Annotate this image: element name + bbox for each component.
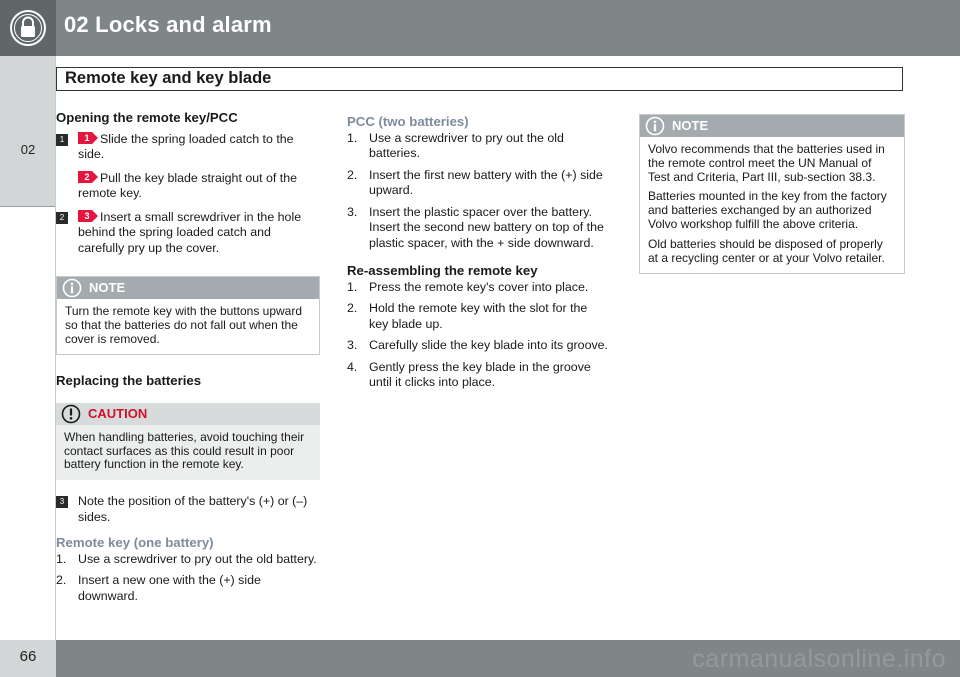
- info-icon: [645, 116, 665, 136]
- caution-body: When handling batteries, avoid touching their contact surfaces as this could result in poor battery function in the remote key.: [64, 429, 305, 472]
- step-1b: [56, 171, 320, 202]
- reassembling-heading: Re-assembling the remote key: [347, 263, 538, 278]
- list-item: 1. Use a screwdriver to pry out the old battery.: [56, 551, 317, 566]
- note-title: NOTE: [89, 280, 126, 295]
- padlock-icon: [9, 9, 47, 47]
- note-box: [56, 276, 320, 355]
- list-item: 3. Insert the plastic spacer over the battery. Insert the second new battery on top of the plastic spacer, with the + side downward.: [347, 204, 604, 250]
- one-battery-heading: Remote key (one battery): [56, 535, 214, 551]
- step-badge: 3: [56, 496, 68, 508]
- column-right: [639, 114, 905, 274]
- note-paragraph: Volvo recommends that the batteries used in the remote control meet the UN Manual of Test and Criteria, Part III, sub-section 38.3.: [648, 142, 885, 184]
- list-item: 2. Insert a new one with the (+) side downward.: [56, 573, 261, 603]
- pcc-list: [347, 131, 609, 252]
- column-middle: [347, 110, 609, 397]
- page-number: 66: [19, 648, 37, 665]
- column-left: [56, 110, 320, 610]
- list-item: 3. Carefully slide the key blade into its groove.: [347, 338, 608, 352]
- caution-box: [56, 403, 320, 480]
- list-item: 2. Insert the first new battery with the (+) side upward.: [347, 167, 603, 197]
- step-text: Pull the key blade straight out of the remote key.: [78, 170, 297, 200]
- note-box: [639, 114, 905, 274]
- section-title: Remote key and key blade: [65, 69, 272, 87]
- note-paragraph: Batteries mounted in the key from the factory and batteries exchanged by an authorized Volvo workshop fulfill the above criteria.: [648, 189, 887, 231]
- note-header: [640, 115, 904, 137]
- list-item: 1. Use a screwdriver to pry out the old batteries.: [347, 130, 564, 160]
- replacing-heading: Replacing the batteries: [56, 373, 202, 389]
- list-item: 1. Press the remote key's cover into place.: [347, 279, 589, 294]
- list-item: 4. Gently press the key blade in the groove until it clicks into place.: [347, 359, 591, 389]
- callout-arrow-icon: 1: [78, 132, 98, 144]
- warning-icon: [61, 404, 81, 424]
- note-body: [640, 137, 904, 273]
- chapter-tab: [0, 56, 56, 206]
- step-1: [56, 132, 320, 163]
- note-body: Turn the remote key with the buttons upward so that the batteries do not fall out when the cover is removed.: [65, 304, 303, 346]
- callout-arrow-icon: 3: [78, 210, 98, 222]
- note-header: [57, 277, 319, 299]
- chapter-number: 02: [20, 142, 36, 157]
- note-title: NOTE: [672, 118, 709, 133]
- opening-heading: Opening the remote key/PCC: [56, 110, 238, 125]
- step-3: [56, 494, 320, 525]
- pcc-heading: PCC (two batteries): [347, 114, 469, 129]
- caution-header: [56, 403, 320, 425]
- step-text: Note the position of the battery's (+) or (–) sides.: [78, 494, 308, 524]
- step-text: Slide the spring loaded catch to the side.: [78, 131, 294, 161]
- step-text: Insert a small screwdriver in the hole behind the spring loaded catch and carefully pry up the cover.: [78, 209, 302, 255]
- reassembling-list: [347, 280, 609, 391]
- one-battery-list: [56, 552, 320, 605]
- section-bar: [56, 67, 903, 91]
- chapter-title: 02 Locks and alarm: [64, 12, 272, 37]
- note-paragraph: Old batteries should be disposed of properly at a recycling center or at your Volvo retailer.: [648, 236, 885, 265]
- caution-title: CAUTION: [88, 405, 148, 421]
- chapter-tab-divider: [0, 206, 56, 207]
- watermark: carmanualsonline.info: [692, 645, 946, 673]
- header-icon-box: [0, 0, 56, 56]
- info-icon: [62, 278, 82, 298]
- callout-arrow-icon: 2: [78, 171, 98, 183]
- list-item: 2. Hold the remote key with the slot for the key blade up.: [347, 301, 588, 331]
- step-2: [56, 210, 320, 257]
- step-badge: 2: [56, 212, 68, 224]
- step-badge: 1: [56, 134, 68, 146]
